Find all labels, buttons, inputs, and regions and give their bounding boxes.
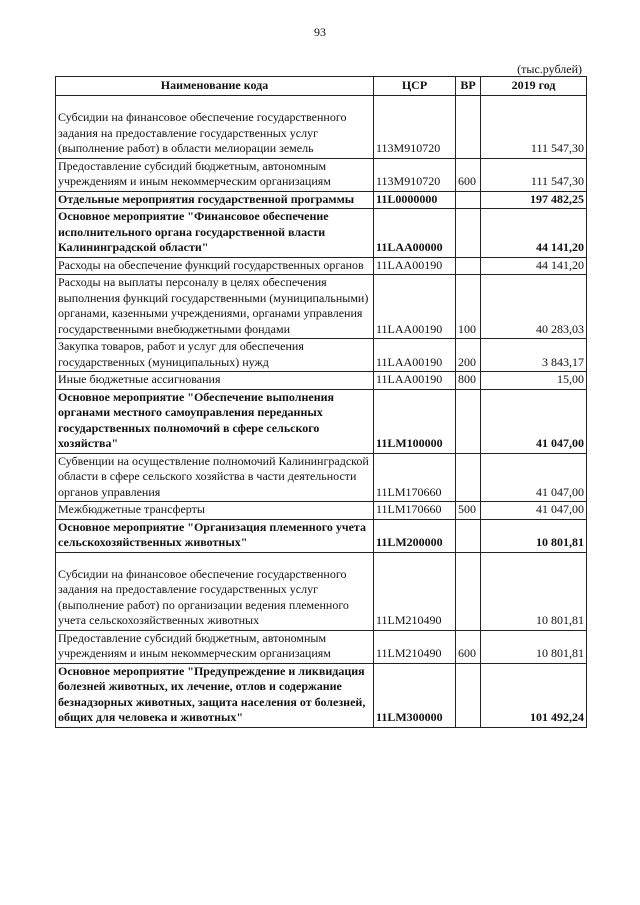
row-vr-code: 600 (456, 630, 481, 663)
row-name: Предоставление субсидий бюджетным, автономным учреждениям и иным некоммерческим организациям (56, 630, 374, 663)
row-vr-code (456, 519, 481, 552)
page-number: 93 (314, 25, 326, 39)
row-amount: 10 801,81 (481, 552, 587, 630)
row-vr-code: 600 (456, 158, 481, 191)
row-amount: 10 801,81 (481, 519, 587, 552)
row-csr-code: 11LAA00190 (374, 257, 456, 275)
table-row (56, 158, 587, 191)
table-row (56, 389, 587, 453)
row-amount: 41 047,00 (481, 502, 587, 520)
table-row (56, 372, 587, 390)
row-name: Основное мероприятие "Обеспечение выполнения органами местного самоуправления переданных государственных полномочий в сфере сельского хозяйства" (56, 389, 374, 453)
table-row (56, 630, 587, 663)
row-vr-code (456, 257, 481, 275)
row-csr-code: 11LM100000 (374, 389, 456, 453)
row-name: Основное мероприятие "Финансовое обеспечение исполнительного органа государственной власти Калининградской области" (56, 209, 374, 258)
row-amount: 111 547,30 (481, 96, 587, 159)
row-name: Отдельные мероприятия государственной программы (56, 191, 374, 209)
row-csr-code: 113M910720 (374, 158, 456, 191)
row-csr-code: 11LAA00190 (374, 275, 456, 339)
row-csr-code: 11LAA00190 (374, 372, 456, 390)
row-vr-code (456, 453, 481, 502)
row-name: Расходы на обеспечение функций государственных органов (56, 257, 374, 275)
row-name: Субсидии на финансовое обеспечение государственного задания на предоставление государственных услуг (выполнение работ) в области мелиорации земель (56, 96, 374, 159)
table-row (56, 209, 587, 258)
row-name: Иные бюджетные ассигнования (56, 372, 374, 390)
row-name: Предоставление субсидий бюджетным, автономным учреждениям и иным некоммерческим организациям (56, 158, 374, 191)
row-vr-code: 200 (456, 339, 481, 372)
row-csr-code: 11LM210490 (374, 630, 456, 663)
row-name: Субвенции на осуществление полномочий Калининградской области в сфере сельского хозяйства в части деятельности органов управления (56, 453, 374, 502)
row-csr-code: 11LM170660 (374, 502, 456, 520)
header-csr: ЦСР (374, 77, 456, 96)
row-name: Субсидии на финансовое обеспечение государственного задания на предоставление государственных услуг (выполнение работ) по организации ведения племенного учета сельскохозяйственных животных (56, 552, 374, 630)
table-row (56, 663, 587, 727)
row-amount: 15,00 (481, 372, 587, 390)
row-amount: 44 141,20 (481, 257, 587, 275)
row-amount: 10 801,81 (481, 630, 587, 663)
row-vr-code (456, 96, 481, 159)
row-amount: 41 047,00 (481, 453, 587, 502)
row-csr-code: 11LM210490 (374, 552, 456, 630)
table-row (56, 96, 587, 159)
table-row (56, 191, 587, 209)
row-csr-code: 113M910720 (374, 96, 456, 159)
row-name: Основное мероприятие "Предупреждение и ликвидация болезней животных, их лечение, отлов и содержание безнадзорных животных, защита населения от болезней, общих для человека и животных" (56, 663, 374, 727)
row-vr-code: 800 (456, 372, 481, 390)
units-label: (тыс.рублей) (517, 62, 582, 76)
row-amount: 40 283,03 (481, 275, 587, 339)
row-vr-code (456, 389, 481, 453)
row-vr-code (456, 209, 481, 258)
table-header-row (56, 77, 587, 96)
row-csr-code: 11LM300000 (374, 663, 456, 727)
table-row (56, 519, 587, 552)
header-name: Наименование кода (56, 77, 374, 96)
table-row (56, 275, 587, 339)
row-csr-code: 11LM170660 (374, 453, 456, 502)
table-row (56, 339, 587, 372)
budget-table (55, 76, 587, 728)
row-vr-code: 100 (456, 275, 481, 339)
row-amount: 101 492,24 (481, 663, 587, 727)
header-year: 2019 год (481, 77, 587, 96)
row-vr-code: 500 (456, 502, 481, 520)
row-amount: 111 547,30 (481, 158, 587, 191)
row-name: Основное мероприятие "Организация племенного учета сельскохозяйственных животных" (56, 519, 374, 552)
table-row (56, 453, 587, 502)
table-row (56, 257, 587, 275)
row-name: Межбюджетные трансферты (56, 502, 374, 520)
row-csr-code: 11LAA00000 (374, 209, 456, 258)
row-amount: 197 482,25 (481, 191, 587, 209)
row-name: Закупка товаров, работ и услуг для обеспечения государственных (муниципальных) нужд (56, 339, 374, 372)
row-vr-code (456, 663, 481, 727)
table-row (56, 552, 587, 630)
row-amount: 3 843,17 (481, 339, 587, 372)
row-csr-code: 11L0000000 (374, 191, 456, 209)
row-amount: 41 047,00 (481, 389, 587, 453)
row-amount: 44 141,20 (481, 209, 587, 258)
row-vr-code (456, 552, 481, 630)
row-name: Расходы на выплаты персоналу в целях обеспечения выполнения функций государственными (муниципальными) органами, казенными учреждениями, органами управления государственными внебюджетными фондами (56, 275, 374, 339)
table-row (56, 502, 587, 520)
row-csr-code: 11LAA00190 (374, 339, 456, 372)
header-vr: ВР (456, 77, 481, 96)
row-csr-code: 11LM200000 (374, 519, 456, 552)
row-vr-code (456, 191, 481, 209)
